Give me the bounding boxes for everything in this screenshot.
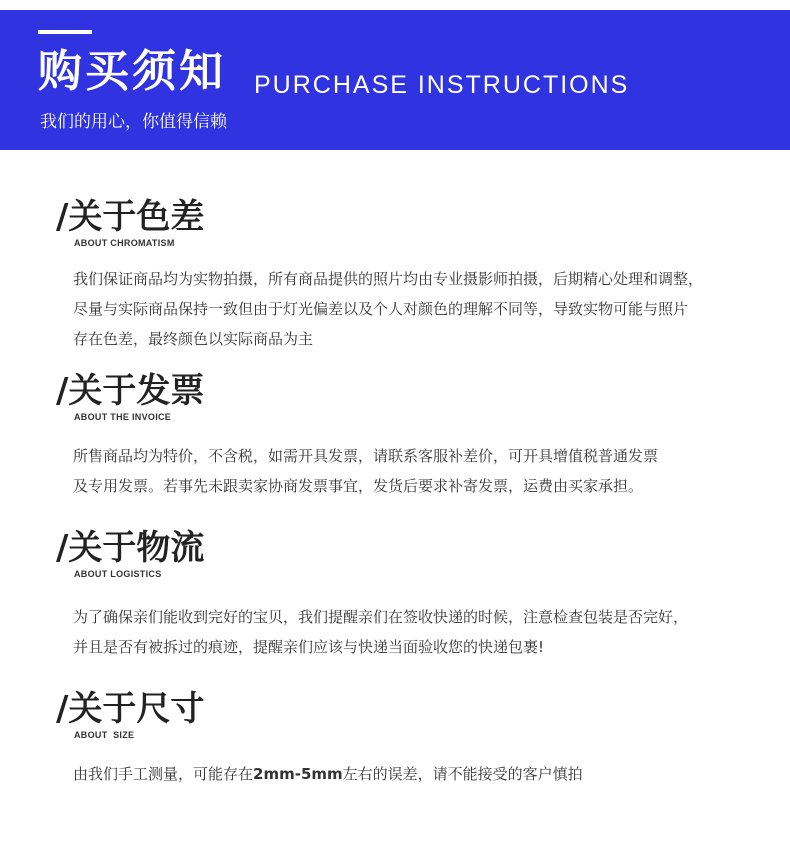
section-body [73,602,773,662]
section-heading: /关于尺寸 [56,689,205,729]
body-line: 并且是否有被拆过的痕迹，提醒亲们应该与快递当面验收您的快递包裹! [73,638,545,656]
section-subheading: ABOUT CHROMATISM [74,238,175,248]
page-tagline: 我们的用心，你值得信赖 [40,112,227,132]
section-body [73,264,773,354]
body-line [73,759,773,789]
size-range-value: 2mm-5mm [253,765,343,783]
size-text-post: 左右的误差，请不能接受的客户慎拍 [342,765,583,783]
body-line: 为了确保亲们能收到完好的宝贝，我们提醒亲们在签收快递的时候，注意检查包装是否完好， [73,608,689,626]
body-line: 及专用发票。若事先未跟卖家协商发票事宜，发货后要求补寄发票，运费由买家承担。 [73,477,644,495]
page-subtitle-en: PURCHASE INSTRUCTIONS [254,71,630,99]
body-line: 我们保证商品均为实物拍摄，所有商品提供的照片均由专业摄影师拍摄，后期精心处理和调整， [73,270,704,288]
body-line: 尽量与实际商品保持一致但由于灯光偏差以及个人对颜色的理解不同等，导致实物可能与照片 [73,300,689,318]
body-line: 所售商品均为特价，不含税，如需开具发票，请联系客服补差价，可开具增值税普通发票 [73,447,659,465]
section-body [73,759,773,789]
body-line: 存在色差，最终颜色以实际商品为主 [73,330,314,348]
section-heading: /关于发票 [56,371,205,411]
section-body [73,441,773,501]
page-title: 购买须知 [38,46,226,97]
section-heading: /关于物流 [56,528,205,568]
size-text-pre: 由我们手工测量，可能存在 [73,765,254,783]
header-banner [0,10,790,150]
header-accent-bar [38,30,92,34]
section-subheading: ABOUT SIZE [74,730,135,740]
section-heading: /关于色差 [56,197,205,237]
section-subheading: ABOUT THE INVOICE [74,412,172,422]
section-subheading: ABOUT LOGISTICS [74,569,162,579]
